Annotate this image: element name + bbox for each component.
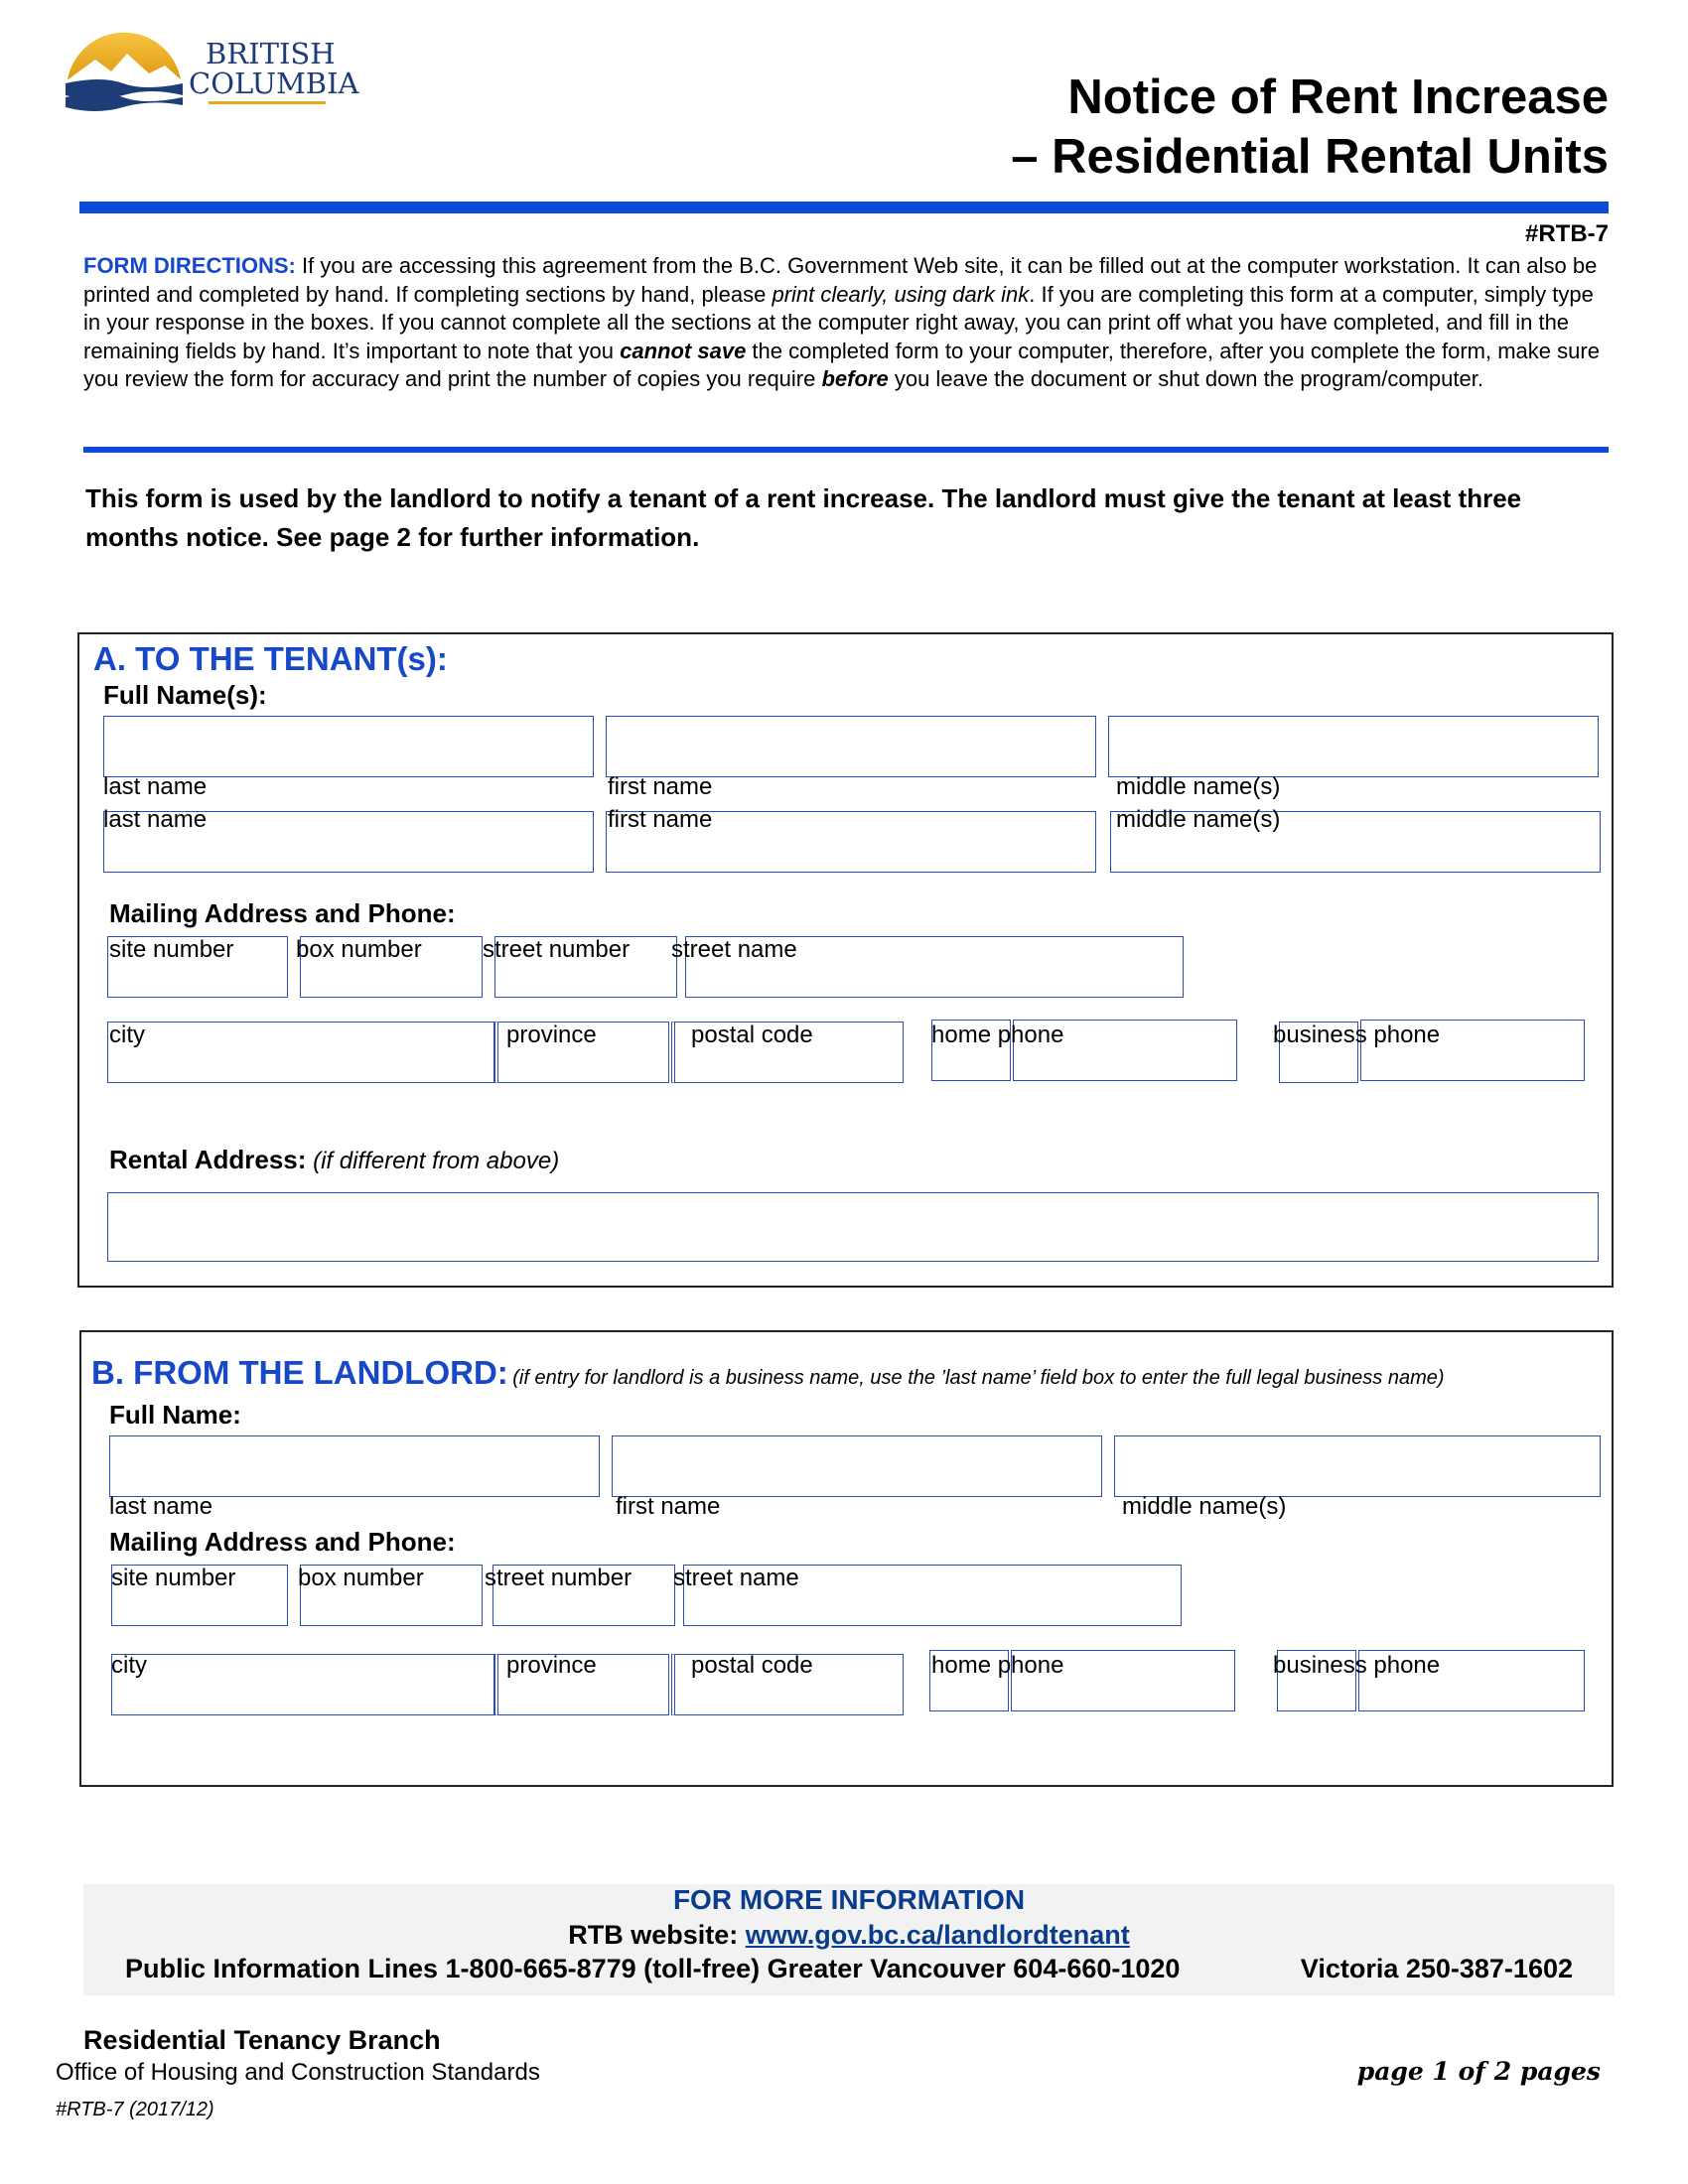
city-input[interactable] <box>107 1022 494 1083</box>
logo-text-british: BRITISH <box>206 37 336 70</box>
directions-text-4: you leave the document or shut down the program/computer. <box>888 366 1483 391</box>
section-tenant <box>77 632 1614 1288</box>
landlord-city-input[interactable] <box>111 1654 494 1715</box>
section-b-heading <box>91 1354 1445 1392</box>
home-phone-label: home phone <box>931 1022 1064 1048</box>
section-landlord <box>79 1330 1614 1787</box>
tenant2-last-name-label: last name <box>103 806 208 833</box>
tenant1-first-name-input[interactable] <box>606 716 1096 777</box>
section-b-note: (if entry for landlord is a business name, use the ’last name’ field box to enter the full legal business name) <box>512 1367 1445 1389</box>
form-revision-code: #RTB-7 (2017/12) <box>56 2099 214 2120</box>
office-name: Office of Housing and Construction Standards <box>56 2059 540 2086</box>
page-number: page 1 of 2 pages <box>1356 2057 1601 2086</box>
victoria-phone: Victoria 250-387-1602 <box>1300 1954 1573 1983</box>
street-number-label: street number <box>483 936 631 963</box>
landlord-city-label: city <box>111 1652 147 1679</box>
directions-text-3: the completed form to your computer, therefore, after you complete the form, make sure you review the form for accuracy and print the number of copies you require <box>83 338 1600 391</box>
section-b-title: B. FROM THE LANDLORD: <box>91 1354 508 1391</box>
landlord-last-name-input[interactable] <box>109 1435 600 1497</box>
more-information-box <box>83 1884 1615 1995</box>
landlord-full-name-label: Full Name: <box>109 1400 241 1430</box>
directions-emphasis-1: print clearly, using dark ink <box>772 281 1030 307</box>
landlord-middle-name-label: middle name(s) <box>1122 1493 1287 1520</box>
landlord-first-name-label: first name <box>616 1493 721 1520</box>
full-names-label: Full Name(s): <box>103 680 267 710</box>
tenant1-last-name-input[interactable] <box>103 716 594 777</box>
landlord-site-number-label: site number <box>111 1565 236 1591</box>
postal-code-label: postal code <box>691 1022 813 1048</box>
landlord-province-label: province <box>506 1652 597 1679</box>
directions-text-2: . If you are completing this form at a computer, simply type in your response in the boxes. If you cannot complete all the sections at the computer right away, you can print off what you have completed, and fill in the remaining fields by hand. It’s important to note that you <box>83 281 1594 363</box>
landlord-last-name-label: last name <box>109 1493 213 1520</box>
province-label: province <box>506 1022 597 1048</box>
page-title <box>1011 68 1609 187</box>
public-information-lines: Public Information Lines 1-800-665-8779 (toll-free) Greater Vancouver 604-660-1020 <box>125 1954 1181 1983</box>
rtb-website <box>83 1920 1615 1951</box>
directions-emphasis-3: before <box>821 366 889 391</box>
mailing-address-label: Mailing Address and Phone: <box>109 898 456 928</box>
directions-label: FORM DIRECTIONS: <box>83 253 296 278</box>
street-name-label: street name <box>671 936 797 963</box>
bc-sun-mountain-icon <box>62 22 359 111</box>
city-label: city <box>109 1022 145 1048</box>
header-rule <box>79 202 1609 213</box>
landlord-street-name-label: street name <box>673 1565 799 1591</box>
rental-address-label-text: Rental Address: <box>109 1145 307 1174</box>
tenant2-first-name-label: first name <box>608 806 713 833</box>
directions-rule <box>83 447 1609 453</box>
site-number-label: site number <box>109 936 234 963</box>
intro-text: This form is used by the landlord to notify a tenant of a rent increase. The landlord must give the tenant at least three months notice. See page 2 for further information. <box>85 483 1522 552</box>
rtb-website-link[interactable]: www.gov.bc.ca/landlordtenant <box>745 1920 1130 1950</box>
landlord-box-number-label: box number <box>298 1565 424 1591</box>
business-phone-label: business phone <box>1273 1022 1441 1048</box>
more-information-heading: FOR MORE INFORMATION <box>672 1884 1026 1915</box>
box-number-label: box number <box>296 936 422 963</box>
form-code: #RTB-7 <box>1524 220 1609 247</box>
tenant1-middle-name-label: middle name(s) <box>1116 773 1281 800</box>
landlord-business-phone-label: business phone <box>1273 1652 1441 1679</box>
tenant1-first-name-label: first name <box>608 773 713 800</box>
title-line-1: Notice of Rent Increase <box>1067 70 1609 124</box>
landlord-mailing-label: Mailing Address and Phone: <box>109 1527 456 1557</box>
landlord-middle-name-input[interactable] <box>1114 1435 1601 1497</box>
tenant2-middle-name-label: middle name(s) <box>1116 806 1281 833</box>
logo-text-columbia: COLUMBIA <box>189 67 359 100</box>
landlord-street-number-label: street number <box>485 1565 633 1591</box>
landlord-postal-code-label: postal code <box>691 1652 813 1679</box>
directions-text-1: If you are accessing this agreement from the B.C. Government Web site, it can be filled out at the computer workstation. It can also be printed and completed by hand. If completing sections by hand, please <box>83 253 1598 307</box>
rental-address-input[interactable] <box>107 1192 1599 1262</box>
directions-emphasis-2: cannot save <box>620 338 747 363</box>
rtb-website-label: RTB website: <box>568 1920 746 1950</box>
form-directions <box>83 252 1603 394</box>
rental-address-note: (if different from above) <box>306 1148 560 1174</box>
landlord-first-name-input[interactable] <box>612 1435 1102 1497</box>
tenant1-middle-name-input[interactable] <box>1108 716 1599 777</box>
rental-address-label <box>109 1145 559 1175</box>
tenant1-last-name-label: last name <box>103 773 208 800</box>
landlord-home-phone-label: home phone <box>931 1652 1064 1679</box>
title-line-2: – Residential Rental Units <box>1011 130 1609 184</box>
bc-logo <box>62 22 359 111</box>
branch-name: Residential Tenancy Branch <box>83 2025 441 2055</box>
section-a-title: A. TO THE TENANT(s): <box>93 640 448 677</box>
